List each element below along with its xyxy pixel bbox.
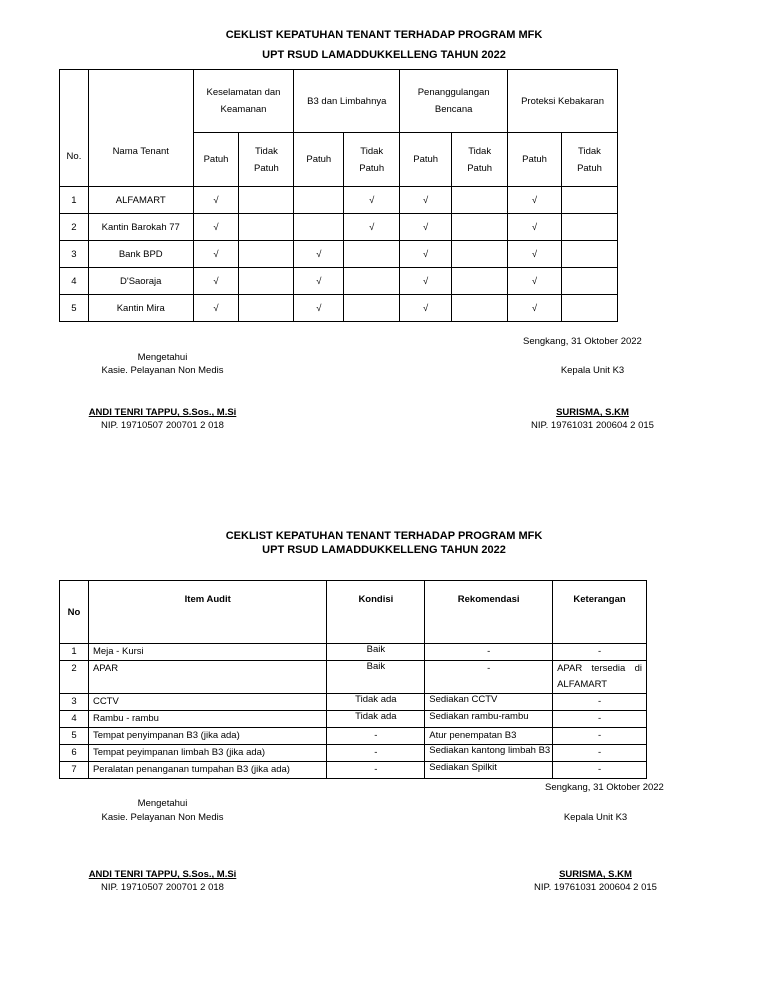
rekomendasi-cell: - [425, 644, 553, 661]
row-no: 1 [60, 644, 89, 661]
check-cell [561, 268, 617, 295]
audit-item: Peralatan penanganan tumpahan B3 (jika ada) [88, 762, 327, 779]
check-cell [452, 187, 508, 214]
check-cell [452, 268, 508, 295]
check-cell [239, 187, 294, 214]
check-cell [344, 295, 400, 322]
row-no: 4 [60, 711, 89, 728]
kondisi-cell: Tidak ada [327, 711, 425, 728]
check-cell: √ [193, 268, 239, 295]
row-no: 7 [60, 762, 89, 779]
check-cell [294, 187, 344, 214]
kondisi-cell: - [327, 745, 425, 762]
rekomendasi-cell: Sediakan kantong limbah B3 [425, 745, 553, 762]
audit-item: Tempat penyimpanan B3 (jika ada) [88, 728, 327, 745]
check-cell: √ [400, 187, 452, 214]
t1-header-tidak-patuh: Tidak Patuh [344, 133, 400, 187]
check-cell: √ [508, 214, 562, 241]
row-no: 5 [60, 295, 89, 322]
t1-header-tidak-patuh: Tidak Patuh [561, 133, 617, 187]
row-no: 5 [60, 728, 89, 745]
doc2-title-line2: UPT RSUD LAMADDUKKELLENG TAHUN 2022 [262, 544, 506, 556]
t1-header-patuh: Patuh [294, 133, 344, 187]
t1-header-cat2: B3 dan Limbahnya [294, 70, 400, 133]
row-no: 3 [60, 241, 89, 268]
check-cell [239, 268, 294, 295]
check-cell: √ [400, 295, 452, 322]
rekomendasi-cell: - [425, 661, 553, 694]
check-cell: √ [508, 268, 562, 295]
keterangan-cell: - [553, 745, 647, 762]
table-row [60, 214, 618, 241]
audit-item: Meja - Kursi [88, 644, 327, 661]
doc2-left-sig-name: ANDI TENRI TAPPU, S.Sos., M.Si [88, 869, 237, 880]
t1-header-cat1: Keselamatan dan Keamanan [193, 70, 294, 133]
check-cell: √ [508, 241, 562, 268]
t2-header-row [60, 581, 647, 644]
check-cell [239, 295, 294, 322]
check-cell [561, 295, 617, 322]
check-cell [452, 241, 508, 268]
doc2-left-sig-line1: Mengetahui [137, 798, 188, 809]
table-row [60, 694, 647, 711]
t1-header-patuh: Patuh [508, 133, 562, 187]
check-cell: √ [294, 241, 344, 268]
keterangan-cell: APAR tersedia di ALFAMART [553, 661, 647, 694]
tenant-compliance-table [59, 69, 618, 322]
t1-header-tidak-patuh: Tidak Patuh [452, 133, 508, 187]
t2-header-item: Item Audit [88, 581, 327, 644]
keterangan-cell: - [553, 644, 647, 661]
rekomendasi-cell: Sediakan rambu-rambu [425, 711, 553, 728]
t1-header-no: No. [60, 70, 89, 187]
kondisi-cell: Baik [327, 644, 425, 661]
check-cell: √ [508, 187, 562, 214]
tenant-name: ALFAMART [88, 187, 193, 214]
audit-item-table [59, 580, 647, 779]
check-cell [344, 268, 400, 295]
tenant-name: Kantin Barokah 77 [88, 214, 193, 241]
row-no: 6 [60, 745, 89, 762]
table-row [60, 711, 647, 728]
doc1-left-sig-line2: Kasie. Pelayanan Non Medis [101, 365, 224, 376]
check-cell: √ [193, 187, 239, 214]
audit-item: Tempat peyimpanan limbah B3 (jika ada) [88, 745, 327, 762]
row-no: 4 [60, 268, 89, 295]
row-no: 1 [60, 187, 89, 214]
check-cell [561, 241, 617, 268]
doc2-right-sig-line1: Kepala Unit K3 [563, 812, 628, 823]
table-row [60, 728, 647, 745]
doc1-left-sig-nip: NIP. 19710507 200701 2 018 [101, 420, 224, 431]
keterangan-cell: - [553, 711, 647, 728]
check-cell: √ [508, 295, 562, 322]
check-cell: √ [400, 214, 452, 241]
check-cell: √ [400, 241, 452, 268]
kondisi-cell: Baik [327, 661, 425, 694]
table-row [60, 187, 618, 214]
doc1-title-line1: CEKLIST KEPATUHAN TENANT TERHADAP PROGRAM MFK [225, 29, 543, 41]
audit-item: APAR [88, 661, 327, 694]
rekomendasi-cell: Atur penempatan B3 [425, 728, 553, 745]
t2-header-no: No [60, 581, 89, 644]
check-cell: √ [193, 295, 239, 322]
t2-header-rekomendasi: Rekomendasi [425, 581, 553, 644]
row-no: 2 [60, 214, 89, 241]
row-no: 2 [60, 661, 89, 694]
keterangan-cell: - [553, 694, 647, 711]
tenant-name: Bank BPD [88, 241, 193, 268]
table-row [60, 745, 647, 762]
doc1-left-sig-line1: Mengetahui [137, 352, 188, 363]
check-cell: √ [400, 268, 452, 295]
doc2-title-line1: CEKLIST KEPATUHAN TENANT TERHADAP PROGRAM MFK [225, 530, 543, 542]
doc1-title-line2: UPT RSUD LAMADDUKKELLENG TAHUN 2022 [262, 49, 506, 61]
check-cell: √ [193, 214, 239, 241]
check-cell [452, 295, 508, 322]
rekomendasi-cell: Sediakan CCTV [425, 694, 553, 711]
table-row [60, 241, 618, 268]
row-no: 3 [60, 694, 89, 711]
doc2-left-sig-line2: Kasie. Pelayanan Non Medis [101, 812, 224, 823]
keterangan-cell: - [553, 762, 647, 779]
table-row [60, 268, 618, 295]
doc1-right-sig-nip: NIP. 19761031 200604 2 015 [531, 420, 654, 431]
t1-header-cat4: Proteksi Kebakaran [508, 70, 618, 133]
table-row [60, 295, 618, 322]
doc2-right-sig-name: SURISMA, S.KM [559, 869, 632, 880]
doc1-left-sig-name: ANDI TENRI TAPPU, S.Sos., M.Si [88, 407, 237, 418]
check-cell [239, 241, 294, 268]
doc1-date: Sengkang, 31 Oktober 2022 [523, 336, 642, 347]
doc2-date: Sengkang, 31 Oktober 2022 [545, 782, 664, 793]
doc2-left-sig-nip: NIP. 19710507 200701 2 018 [101, 882, 224, 893]
t1-header-nama: Nama Tenant [88, 70, 193, 187]
check-cell [344, 241, 400, 268]
doc1-right-sig-name: SURISMA, S.KM [556, 407, 629, 418]
check-cell: √ [294, 295, 344, 322]
t1-header-tidak-patuh: Tidak Patuh [239, 133, 294, 187]
check-cell [561, 187, 617, 214]
doc2-right-sig-nip: NIP. 19761031 200604 2 015 [534, 882, 657, 893]
check-cell: √ [344, 214, 400, 241]
doc1-right-sig-line1: Kepala Unit K3 [560, 365, 625, 376]
tenant-name: Kantin Mira [88, 295, 193, 322]
check-cell: √ [193, 241, 239, 268]
t2-header-keterangan: Keterangan [553, 581, 647, 644]
kondisi-cell: - [327, 728, 425, 745]
table-row [60, 661, 647, 694]
keterangan-cell: - [553, 728, 647, 745]
check-cell [452, 214, 508, 241]
kondisi-cell: - [327, 762, 425, 779]
t1-header-row-1 [60, 70, 618, 133]
check-cell [239, 214, 294, 241]
check-cell [294, 214, 344, 241]
tenant-name: D'Saoraja [88, 268, 193, 295]
audit-item: CCTV [88, 694, 327, 711]
check-cell [561, 214, 617, 241]
t1-header-patuh: Patuh [193, 133, 239, 187]
t2-header-kondisi: Kondisi [327, 581, 425, 644]
check-cell: √ [294, 268, 344, 295]
table-row [60, 644, 647, 661]
rekomendasi-cell: Sediakan Spilkit [425, 762, 553, 779]
t1-header-cat3: Penanggulangan Bencana [400, 70, 508, 133]
t1-header-patuh: Patuh [400, 133, 452, 187]
audit-item: Rambu - rambu [88, 711, 327, 728]
check-cell: √ [344, 187, 400, 214]
kondisi-cell: Tidak ada [327, 694, 425, 711]
table-row [60, 762, 647, 779]
